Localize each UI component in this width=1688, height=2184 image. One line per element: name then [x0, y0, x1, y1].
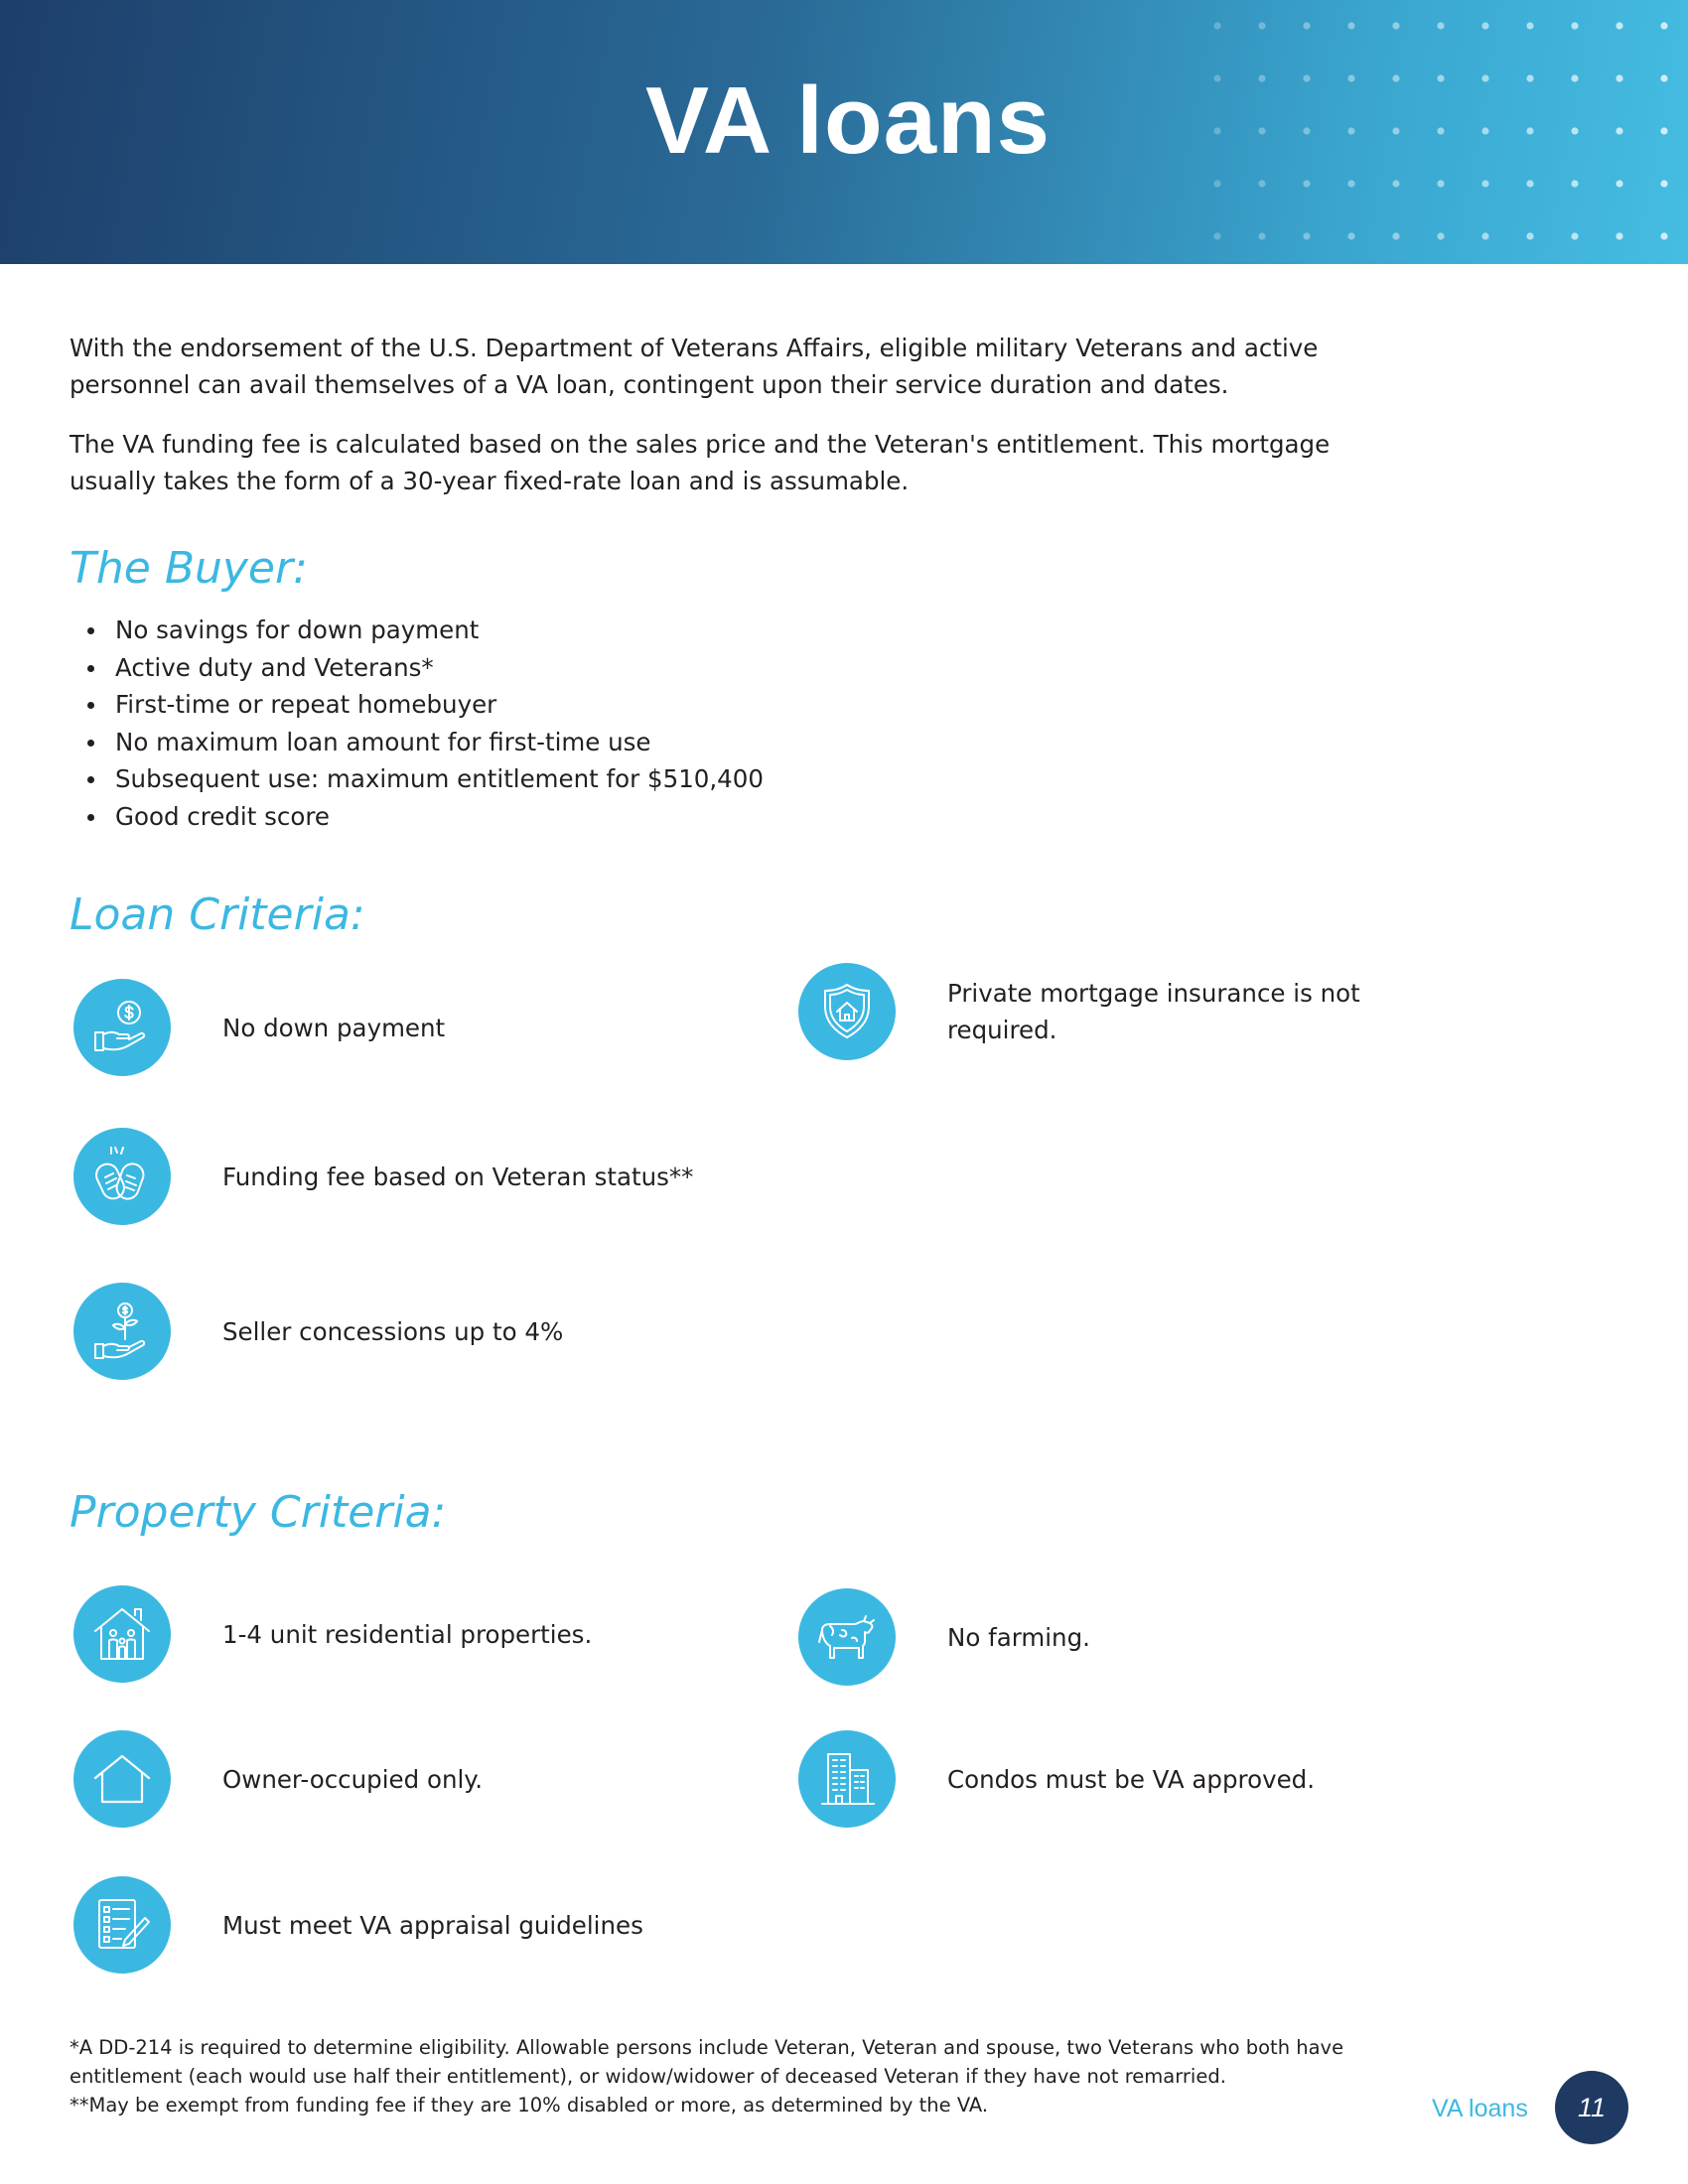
property-criteria-section-title: Property Criteria: [70, 1487, 447, 1538]
intro-paragraph-2: The VA funding fee is calculated based on the sales price and the Veteran's entitlement. This mortgage usually takes the form of a 30-year fixed-rate loan and is assumable. [70, 430, 1331, 495]
family-house-icon [73, 1585, 171, 1683]
intro-paragraph-1: With the endorsement of the U.S. Department of Veterans Affairs, eligible military Veterans and active personnel can avail themselves of a VA loan, contingent upon their service duration and dates. [70, 334, 1319, 399]
house-icon [73, 1730, 171, 1828]
list-item: Active duty and Veterans* [85, 649, 764, 687]
list-item: No savings for down payment [85, 612, 764, 649]
footnote-2: **May be exempt from funding fee if they are 10% disabled or more, as determined by the VA. [70, 2094, 989, 2116]
property-criteria-item-owner-occupied [73, 1730, 483, 1828]
buyer-list [85, 612, 764, 835]
criteria-text: Private mortgage insurance is not required. [947, 979, 1360, 1044]
intro-text [70, 330, 1360, 522]
dog-tags-icon [73, 1128, 171, 1225]
loan-criteria-item-seller-concessions [73, 1283, 563, 1380]
checklist-pen-icon [73, 1876, 171, 1974]
hand-plant-dollar-icon [73, 1283, 171, 1380]
buyer-section-title: The Buyer: [70, 543, 308, 594]
criteria-text: Condos must be VA approved. [947, 1764, 1315, 1794]
loan-criteria-section-title: Loan Criteria: [70, 889, 365, 940]
list-item: Subsequent use: maximum entitlement for $510,400 [85, 760, 764, 798]
loan-criteria-item-no-pmi [798, 963, 1364, 1060]
page-title: VA loans [644, 68, 1052, 174]
criteria-text: No down payment [222, 1013, 446, 1042]
criteria-text: Owner-occupied only. [222, 1764, 484, 1794]
criteria-text: Funding fee based on Veteran status** [222, 1161, 694, 1191]
footnotes [70, 2033, 1400, 2119]
footnote-1: *A DD-214 is required to determine eligibility. Allowable persons include Veteran, Veteran and spouse, two Veterans who both have entitlement (each would use half their entitlement), or widow/widower of deceased Veteran if they have not remarried. [70, 2036, 1344, 2088]
property-criteria-item-appraisal [73, 1876, 643, 1974]
list-item: No maximum loan amount for first-time use [85, 724, 764, 761]
list-item: First-time or repeat homebuyer [85, 686, 764, 724]
criteria-text: 1-4 unit residential properties. [222, 1619, 593, 1649]
criteria-text: Seller concessions up to 4% [222, 1316, 564, 1346]
loan-criteria-item-no-down-payment [73, 979, 445, 1076]
footer-label: VA loans [1432, 2095, 1528, 2122]
page-number-badge: 11 [1555, 2071, 1628, 2144]
cow-icon [798, 1588, 896, 1686]
property-criteria-item-no-farming [798, 1588, 1090, 1686]
buildings-icon [798, 1730, 896, 1828]
property-criteria-item-units [73, 1585, 592, 1683]
shield-house-icon [798, 963, 896, 1060]
criteria-text: No farming. [947, 1622, 1090, 1652]
loan-criteria-item-funding-fee [73, 1128, 693, 1225]
property-criteria-item-condos [798, 1730, 1315, 1828]
hand-dollar-icon [73, 979, 171, 1076]
header-banner [0, 0, 1688, 264]
criteria-text: Must meet VA appraisal guidelines [222, 1910, 643, 1940]
list-item: Good credit score [85, 798, 764, 836]
